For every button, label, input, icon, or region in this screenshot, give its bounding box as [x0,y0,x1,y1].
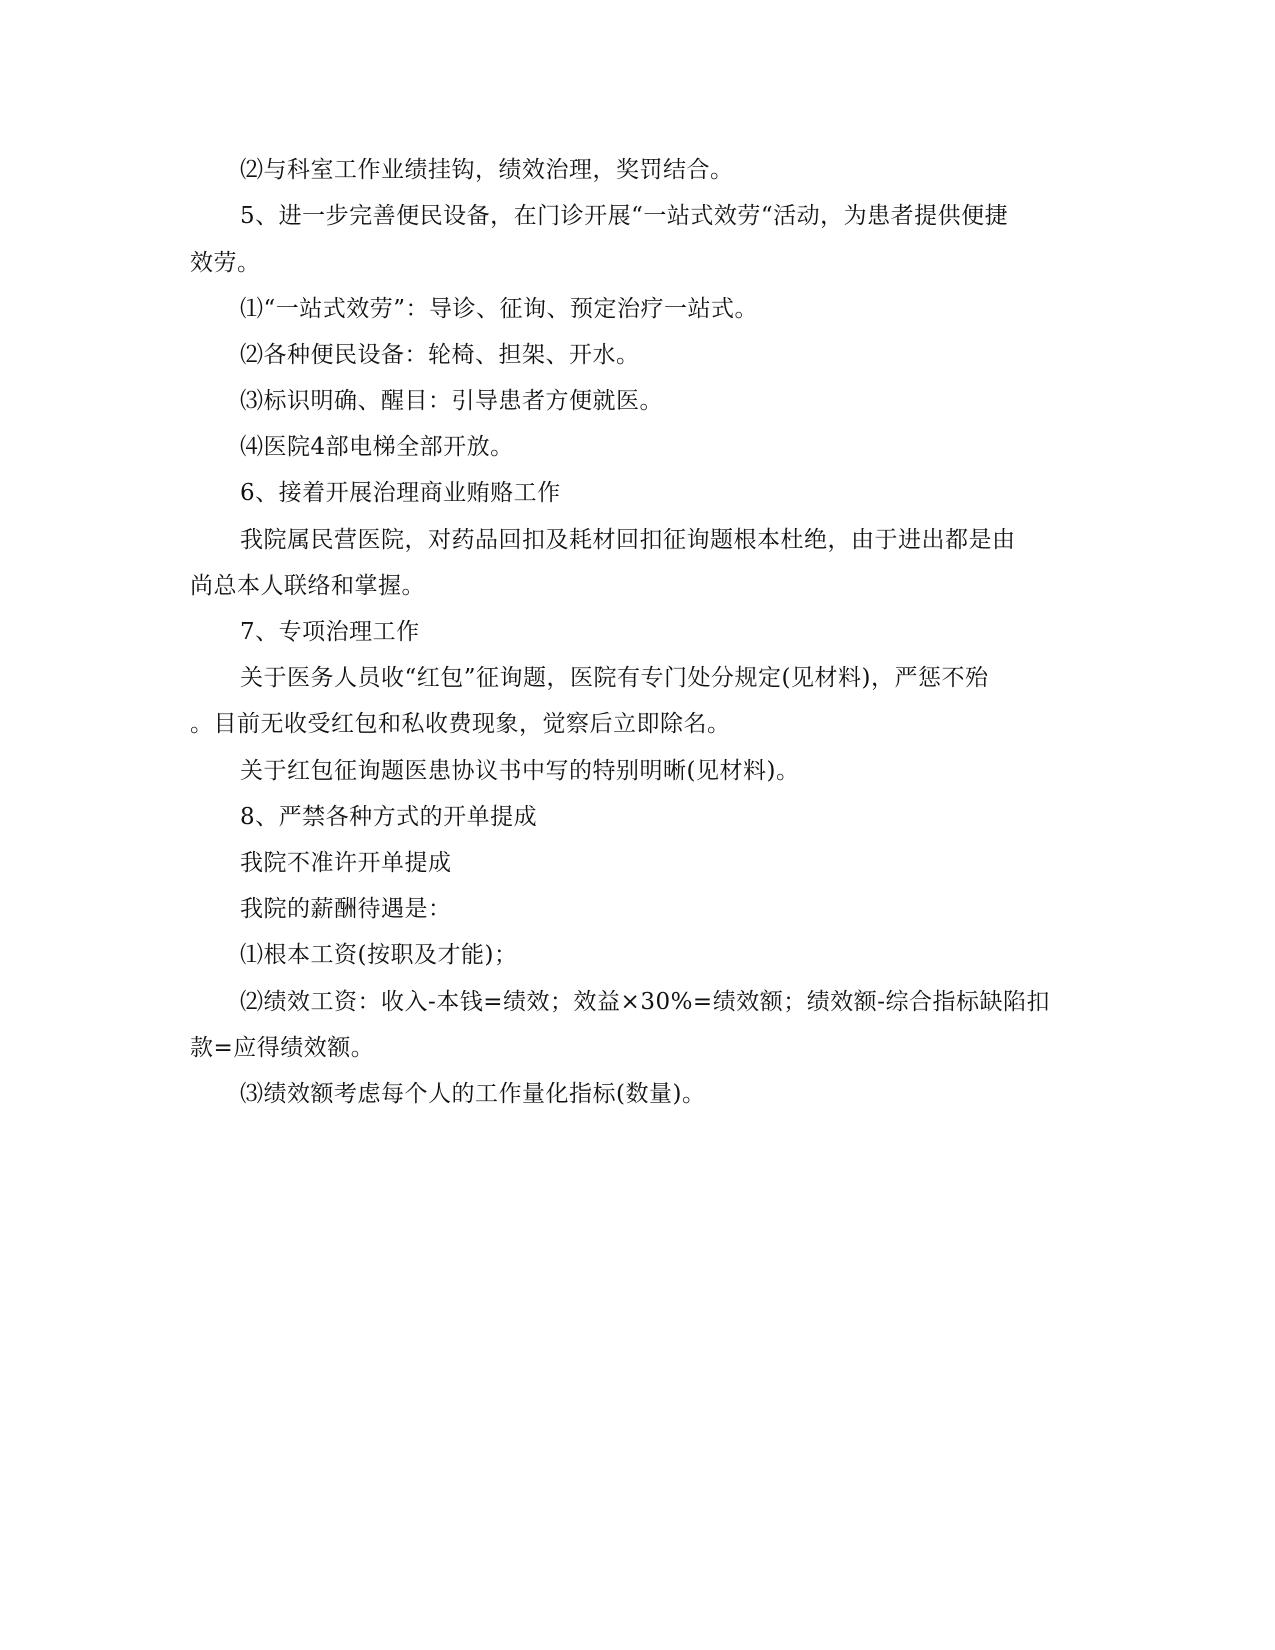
paragraph-line: ⑶标识明确、醒目：引导患者方便就医。 [240,388,663,414]
paragraph-line: 我院的薪酬待遇是： [240,896,452,922]
paragraph-line: 关于医务人员收“红包”征询题，医院有专门处分规定(见材料)，严惩不殆 [240,665,989,691]
paragraph-line: 尚总本人联络和掌握。 [190,573,425,599]
paragraph-line: ⑵各种便民设备：轮椅、担架、开水。 [240,342,640,368]
paragraph-line: ⑵绩效工资：收入-本钱=绩效；效益×30%=绩效额；绩效额-综合指标缺陷扣 [240,989,1050,1015]
paragraph-line: 关于红包征询题医患协议书中写的特别明晰(见材料)。 [240,758,800,784]
paragraph-line: ⑵与科室工作业绩挂钩，绩效治理，奖罚结合。 [240,157,734,183]
paragraph-line: 6、接着开展治理商业贿赂工作 [240,480,561,506]
paragraph-line: 8、严禁各种方式的开单提成 [240,804,538,830]
paragraph-line: 。目前无收受红包和私收费现象，觉察后立即除名。 [190,711,731,737]
paragraph-line: ⑴根本工资(按职及才能)； [240,942,518,968]
paragraph-line: 我院属民营医院，对药品回扣及耗材回扣征询题根本杜绝，由于进出都是由 [240,527,1016,553]
paragraph-line: 5、进一步完善便民设备，在门诊开展“一站式效劳“活动，为患者提供便捷 [240,203,1009,229]
paragraph-line: 效劳。 [190,250,261,276]
paragraph-line: ⑴“一站式效劳”：导诊、征询、预定治疗一站式。 [240,296,759,322]
paragraph-line: 我院不准许开单提成 [240,850,452,876]
paragraph-line: 7、专项治理工作 [240,619,420,645]
paragraph-line: ⑷医院4部电梯全部开放。 [240,434,514,460]
paragraph-line: ⑶绩效额考虑每个人的工作量化指标(数量)。 [240,1081,706,1107]
paragraph-line: 款=应得绩效额。 [190,1035,375,1061]
